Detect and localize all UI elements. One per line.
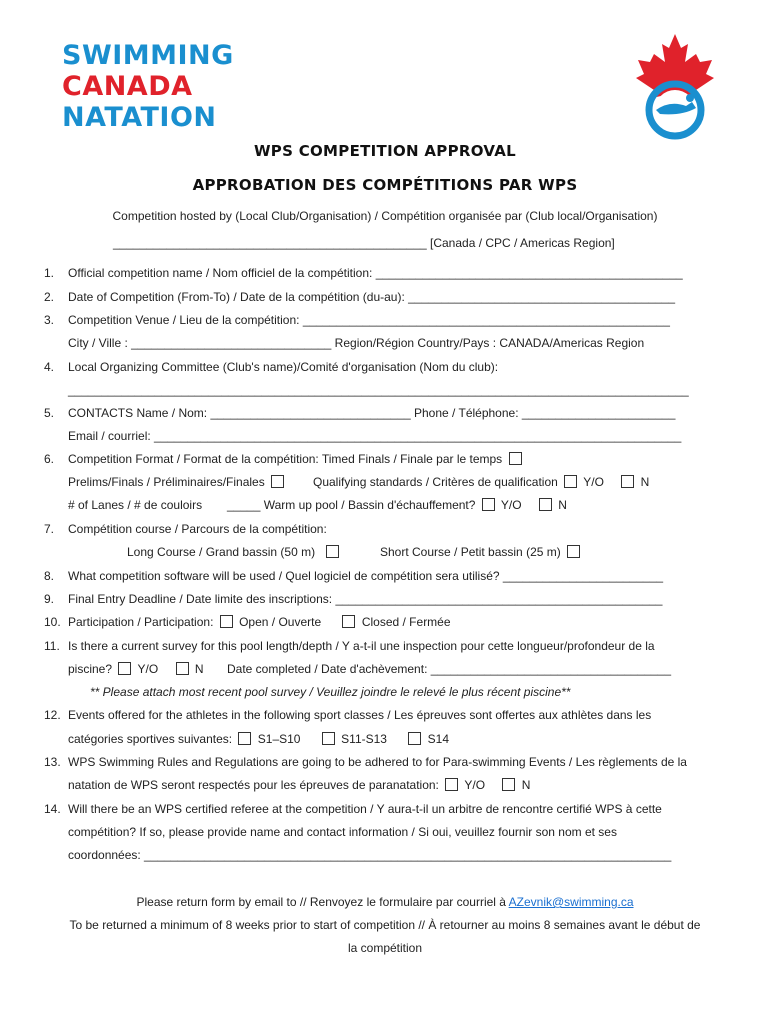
city-region-field[interactable]: City / Ville : ______________________________ Region/Région Country/Pays : CANADA/Americas Region xyxy=(68,336,645,350)
item-number: 6. xyxy=(44,452,55,466)
survey-no-checkbox[interactable] xyxy=(176,662,189,675)
item-number: 2. xyxy=(44,290,55,304)
warm-up-pool-row xyxy=(227,498,567,512)
yes-no-label: Y/O xyxy=(464,778,486,792)
yes-no-label: Y/O xyxy=(500,498,522,512)
long-course-row xyxy=(127,545,342,559)
title-english: WPS COMPETITION APPROVAL xyxy=(253,142,517,160)
yes-no-label: Y/O xyxy=(137,662,159,676)
short-course-row xyxy=(380,545,583,559)
item-number: 5. xyxy=(44,406,55,420)
lanes-label: # of Lanes / # de couloirs xyxy=(68,498,203,512)
return-email-link[interactable]: AZevnik@swimming.ca xyxy=(508,895,634,909)
qualifying-yes-checkbox[interactable] xyxy=(564,475,577,488)
return-text: Please return form by email to // Renvoyez le formulaire par courriel à xyxy=(136,895,506,909)
open-checkbox[interactable] xyxy=(220,615,233,628)
item-number: 3. xyxy=(44,313,55,327)
paranatation-label: natation de WPS seront respectés pour les épreuves de paranatation: xyxy=(68,778,439,792)
item-number: 11. xyxy=(44,639,60,653)
sport-classes-row xyxy=(68,732,449,746)
no-label: N xyxy=(558,498,567,512)
software-field[interactable]: What competition software will be used / Quel logiciel de compétition sera utilisé? ________________________ xyxy=(68,569,664,583)
s1-s10-checkbox[interactable] xyxy=(238,732,251,745)
s1-s10-label: S1–S10 xyxy=(257,732,301,746)
item-number: 14. xyxy=(44,802,61,816)
referee-label-cont: compétition? If so, please provide name and contact information / Si oui, veuillez fournir son nom et ses xyxy=(68,825,617,839)
qualifying-standards-row xyxy=(313,475,649,489)
short-course-checkbox[interactable] xyxy=(567,545,580,558)
s11-s13-label: S11-S13 xyxy=(341,732,387,746)
return-instructions xyxy=(0,895,770,909)
swimming-canada-logo xyxy=(62,40,234,133)
hosted-by-field[interactable]: _______________________________________________ [Canada / CPC / Americas Region] xyxy=(113,236,615,250)
piscine-label: piscine? xyxy=(68,662,113,676)
pool-survey-note: ** Please attach most recent pool survey / Veuillez joindre le relevé le plus récent piscine** xyxy=(90,685,571,699)
item-number: 10. xyxy=(44,615,61,629)
item-number: 7. xyxy=(44,522,55,536)
warm-up-pool-label[interactable]: _____ Warm up pool / Bassin d'échauffement? xyxy=(227,498,476,512)
no-label: N xyxy=(194,662,204,676)
title-french: APPROBATION DES COMPÉTITIONS PAR WPS xyxy=(192,176,578,194)
competition-date-field[interactable]: Date of Competition (From-To) / Date de la compétition (du-au): ________________________________________ xyxy=(68,290,676,304)
qualifying-standards-label: Qualifying standards / Critères de qualification xyxy=(313,475,558,489)
item-number: 9. xyxy=(44,592,55,606)
prelims-finals-label: Prelims/Finals / Préliminaires/Finales xyxy=(68,475,265,489)
long-course-checkbox[interactable] xyxy=(326,545,339,558)
long-course-label: Long Course / Grand bassin (50 m) xyxy=(127,545,316,559)
referee-contact-field[interactable]: coordonnées: _______________________________________________________________________________ xyxy=(68,848,672,862)
rules-yes-checkbox[interactable] xyxy=(445,778,458,791)
item-number: 1. xyxy=(44,266,55,280)
logo-line-3: NATATION xyxy=(62,102,217,133)
participation-row xyxy=(68,615,451,629)
competition-format-row xyxy=(68,452,525,466)
official-name-field[interactable]: Official competition name / Nom officiel de la compétition: ______________________________________________ xyxy=(68,266,683,280)
sport-classes-label: Events offered for the athletes in the following sport classes / Les épreuves sont offertes aux athlètes dans les xyxy=(68,708,652,722)
timed-finals-label: Competition Format / Format de la compétition: Timed Finals / Finale par le temps xyxy=(68,452,503,466)
contact-email-field[interactable]: Email / courriel: _______________________________________________________________________________ xyxy=(68,429,682,443)
pool-survey-label: Is there a current survey for this pool length/depth / Y a-t-il une inspection pour cette longueur/profondeur de la xyxy=(68,639,655,653)
open-label: Open / Ouverte xyxy=(239,615,322,629)
logo-line-2: CANADA xyxy=(62,71,193,102)
venue-field[interactable]: Competition Venue / Lieu de la compétition: _______________________________________________________ xyxy=(68,313,670,327)
item-number: 12. xyxy=(44,708,61,722)
pool-survey-row xyxy=(68,662,204,676)
referee-label: Will there be an WPS certified referee at the competition / Y aura-t-il un arbitre de rencontre certifié WPS à cette xyxy=(68,802,662,816)
item-number: 13. xyxy=(44,755,61,769)
rules-label: WPS Swimming Rules and Regulations are going to be adhered to for Para-swimming Events / Les règlements de la xyxy=(68,755,687,769)
survey-yes-checkbox[interactable] xyxy=(118,662,131,675)
warm-up-yes-checkbox[interactable] xyxy=(482,498,495,511)
warm-up-no-checkbox[interactable] xyxy=(539,498,552,511)
contact-name-phone-field[interactable]: CONTACTS Name / Nom: ______________________________ Phone / Téléphone: _______________________ xyxy=(68,406,676,420)
hosted-by-label: Competition hosted by (Local Club/Organisation) / Compétition organisée par (Club local/Organisation) xyxy=(112,209,658,223)
deadline-text-1: To be returned a minimum of 8 weeks prior to start of competition // À retourner au moins 8 semaines avant le début de xyxy=(69,918,701,932)
prelims-finals-checkbox[interactable] xyxy=(271,475,284,488)
rules-no-checkbox[interactable] xyxy=(502,778,515,791)
s11-s13-checkbox[interactable] xyxy=(322,732,335,745)
no-label: N xyxy=(521,778,531,792)
participation-label: Participation / Participation: xyxy=(68,615,214,629)
sport-classes-categories-label: catégories sportives suivantes: xyxy=(68,732,233,746)
organizing-committee-field[interactable]: _____________________________________________________________________________________________ xyxy=(68,383,689,397)
no-label: N xyxy=(640,475,650,489)
short-course-label: Short Course / Petit bassin (25 m) xyxy=(380,545,561,559)
closed-label: Closed / Fermée xyxy=(361,615,451,629)
qualifying-no-checkbox[interactable] xyxy=(621,475,634,488)
organizing-committee-label: Local Organizing Committee (Club's name)/Comité d'organisation (Nom du club): xyxy=(68,360,499,374)
closed-checkbox[interactable] xyxy=(342,615,355,628)
yes-no-label: Y/O xyxy=(583,475,604,489)
deadline-text-2: la compétition xyxy=(347,941,423,955)
s14-label: S14 xyxy=(427,732,450,746)
item-number: 8. xyxy=(44,569,55,583)
prelims-finals-row xyxy=(68,475,287,489)
rules-row xyxy=(68,778,530,792)
s14-checkbox[interactable] xyxy=(408,732,421,745)
entry-deadline-field[interactable]: Final Entry Deadline / Date limite des inscriptions: _________________________________________________ xyxy=(68,592,663,606)
item-number: 4. xyxy=(44,360,55,374)
date-completed-field[interactable]: Date completed / Date d'achèvement: ____________________________________ xyxy=(227,662,671,676)
logo-line-1: SWIMMING xyxy=(62,40,234,71)
maple-leaf-swimmer-icon xyxy=(630,30,720,140)
competition-course-label: Compétition course / Parcours de la compétition: xyxy=(68,522,327,536)
timed-finals-checkbox[interactable] xyxy=(509,452,522,465)
